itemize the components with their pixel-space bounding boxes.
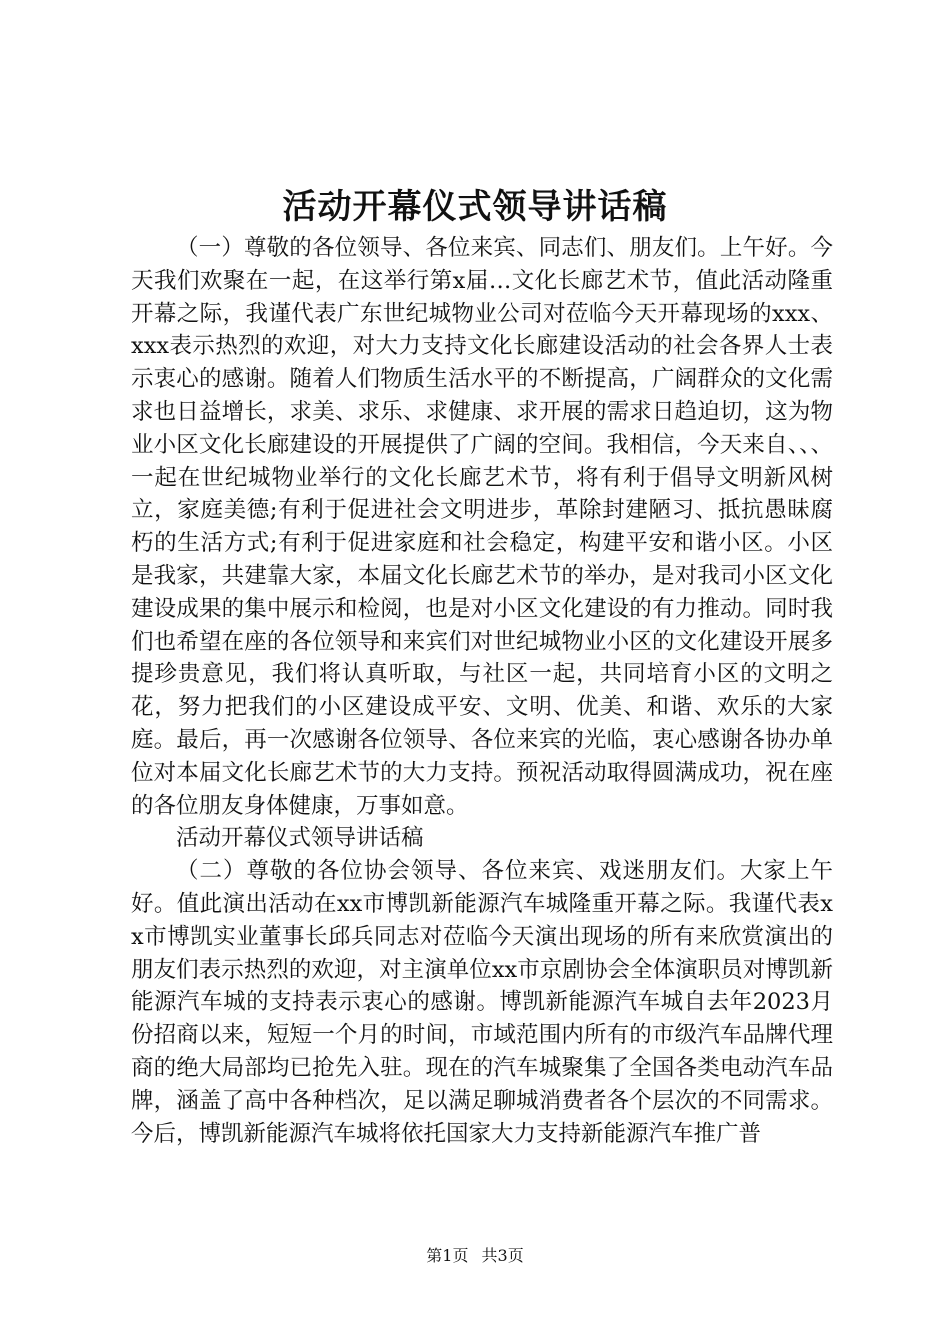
paragraph-1: （一）尊敬的各位领导、各位来宾、同志们、朋友们。上午好。今天我们欢聚在一起，在这举行第x届…文化长廊艺术节，值此活动隆重开幕之际，我谨代表广东世纪城物业公司对莅临今天开幕现场的xxx、xxx表示热烈的欢迎，对大力支持文化长廊建设活动的社会各界人士表示衷心的感谢。随着人们物质生活水平的不断提高，广阔群众的文化需求也日益增长，求美、求乐、求健康、求开展的需求日趋迫切，这为物业小区文化长廊建设的开展提供了广阔的空间。我相信，今天来自、、、一起在世纪城物业举行的文化长廊艺术节，将有利于倡导文明新风树立，家庭美德;有利于促进社会文明进步，革除封建陋习、抵抗愚昧腐朽的生活方式;有利于促进家庭和社会稳定，构建平安和谐小区。小区是我家，共建靠大家，本届文化长廊艺术节的举办，是对我司小区文化建设成果的集中展示和检阅，也是对小区文化建设的有力推动。同时我们也希望在座的各位领导和来宾们对世纪城物业小区的文化建设开展多提珍贵意见，我们将认真听取，与社区一起，共同培育小区的文明之花，努力把我们的小区建设成平安、文明、优美、和谐、欢乐的大家庭。最后，再一次感谢各位领导、各位来宾的光临，衷心感谢各协办单位对本届文化长廊艺术节的大力支持。预祝活动取得圆满成功，祝在座的各位朋友身体健康，万事如意。 [131,235,833,819]
section-subheading: 活动开幕仪式领导讲话稿 [176,825,424,852]
page-number-current: 第1页 [426,1246,469,1265]
document-body [131,232,833,1150]
page-number-total: 共3页 [481,1246,524,1265]
paragraph-2: （二）尊敬的各位协会领导、各位来宾、戏迷朋友们。大家上午好。值此演出活动在xx市博凯新能源汽车城隆重开幕之际。我谨代表xx市博凯实业董事长邱兵同志对莅临今天演出现场的所有来欣赏演出的朋友们表示热烈的欢迎，对主演单位xx市京剧协会全体演职员对博凯新能源汽车城的支持表示衷心的感谢。博凯新能源汽车城自去年2023月份招商以来，短短一个月的时间，市域范围内所有的市级汽车品牌代理商的绝大局部均已抢先入驻。现在的汽车城聚集了全国各类电动汽车品牌，涵盖了高中各种档次，足以满足聊城消费者各个层次的不同需求。今后，博凯新能源汽车城将依托国家大力支持新能源汽车推广普 [131,858,833,1147]
page-footer [0,1244,950,1268]
document-title: 活动开幕仪式领导讲话稿 [282,187,668,227]
